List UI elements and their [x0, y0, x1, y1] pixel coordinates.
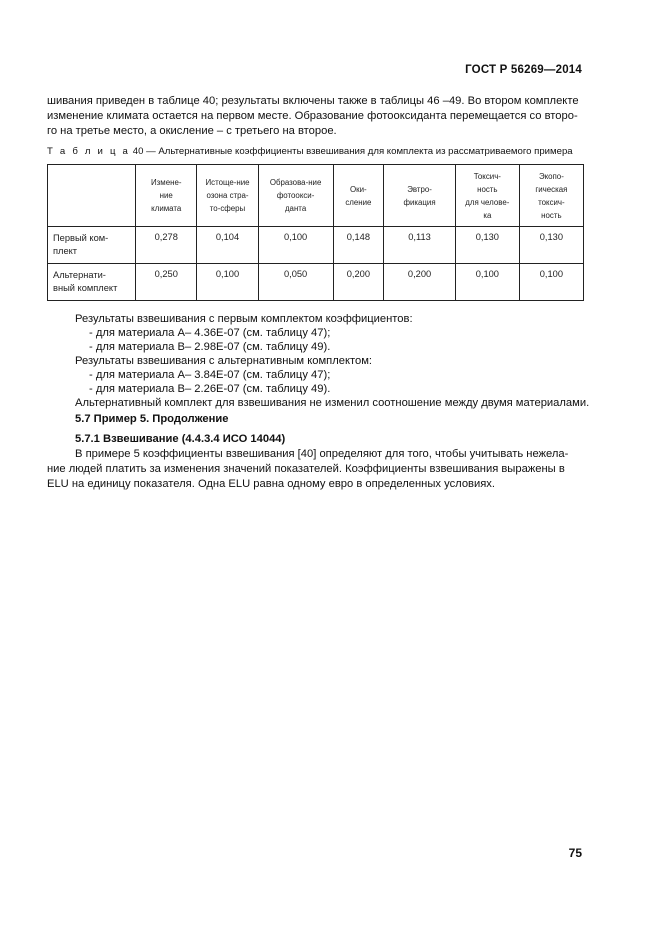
section-heading-5-7: 5.7 Пример 5. Продолжение	[75, 413, 229, 425]
table-caption-text: 40 — Альтернативные коэффициенты взвешивания для комплекта из рассматриваемого примера	[130, 146, 573, 157]
table-cell: 0,100	[519, 264, 583, 301]
results-conclusion: Альтернативный комплект для взвешивания не изменил соотношение между двумя материалами.	[75, 397, 590, 409]
results-first-material-b: - для материала В– 2.98Е-07 (см. таблицу 49).	[89, 341, 331, 353]
intro-line: шивания приведен в таблице 40; результаты включены также в таблицы 46 –49. Во втором комплекте	[47, 95, 579, 107]
table-cell: 0,250	[136, 264, 197, 301]
table-cell: 0,113	[384, 227, 456, 264]
intro-paragraph	[47, 94, 583, 139]
results-first-material-a: - для материала А– 4.36Е-07 (см. таблицу 47);	[89, 327, 331, 339]
results-first-title: Результаты взвешивания с первым комплектом коэффициентов:	[75, 313, 413, 325]
table-cell: 0,104	[197, 227, 258, 264]
table-cell: 0,200	[384, 264, 456, 301]
weighting-results	[47, 312, 590, 410]
table-cell: 0,130	[519, 227, 583, 264]
table-header-cell: Токсич- ность для челове- ка	[455, 165, 519, 227]
table-header-cell: Образова-ние фотоокси- данта	[258, 165, 333, 227]
table-header-cell: Экопо- гическая токсич- ность	[519, 165, 583, 227]
table-cell: 0,200	[333, 264, 384, 301]
table-header-cell: Эвтро- фикация	[384, 165, 456, 227]
intro-line: изменение климата остается на первом месте. Образование фотооксиданта перемещается со второ-	[47, 110, 578, 122]
document-id-header: ГОСТ Р 56269—2014	[465, 64, 582, 76]
table-cell: 0,130	[455, 227, 519, 264]
table-row-name: Первый ком- плект	[48, 227, 136, 264]
intro-line: го на третье место, а окисление – с третьего на второе.	[47, 125, 337, 137]
body-paragraph	[47, 447, 583, 492]
body-line: ние людей платить за изменения значений показателей. Коэффициенты взвешивания выражены в	[47, 463, 565, 475]
table-cell: 0,100	[197, 264, 258, 301]
table-header-row	[48, 165, 584, 227]
table-header-cell: Оки- сление	[333, 165, 384, 227]
table-cell: 0,100	[258, 227, 333, 264]
table-header-cell: Измене- ние климата	[136, 165, 197, 227]
table-cell: 0,100	[455, 264, 519, 301]
table-row	[48, 264, 584, 301]
weighting-table	[47, 164, 584, 301]
table-header-cell	[48, 165, 136, 227]
table-cell: 0,148	[333, 227, 384, 264]
results-alt-title: Результаты взвешивания с альтернативным комплектом:	[75, 355, 372, 367]
table-caption	[47, 146, 587, 157]
table-cell: 0,050	[258, 264, 333, 301]
table-row	[48, 227, 584, 264]
body-line: ELU на единицу показателя. Одна ELU равна одному евро в определенных условиях.	[47, 478, 495, 490]
results-alt-material-b: - для материала В– 2.26Е-07 (см. таблицу 49).	[89, 383, 331, 395]
page-number: 75	[568, 846, 582, 860]
section-heading-5-7-1: 5.7.1 Взвешивание (4.4.3.4 ИСО 14044)	[75, 433, 286, 445]
table-cell: 0,278	[136, 227, 197, 264]
results-alt-material-a: - для материала А– 3.84Е-07 (см. таблицу 47);	[89, 369, 331, 381]
body-line: В примере 5 коэффициенты взвешивания [40] определяют для того, чтобы учитывать нежела-	[75, 448, 569, 460]
table-header-cell: Истоще-ние озона стра- то-сферы	[197, 165, 258, 227]
table-caption-prefix: Т а б л и ц а	[47, 146, 131, 157]
table-row-name: Альтернати- вный комплект	[48, 264, 136, 301]
